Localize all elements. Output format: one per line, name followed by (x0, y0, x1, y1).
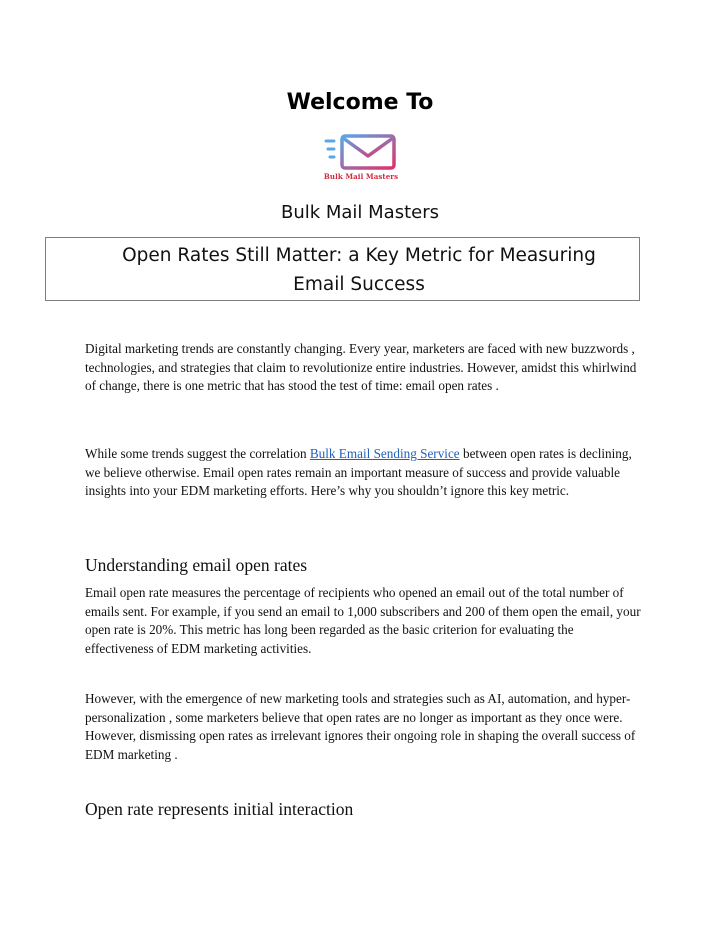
brand-logo (322, 132, 400, 184)
section-heading-initial-interaction: Open rate represents initial interaction (85, 799, 354, 819)
paragraph-text: between open rates is declining, we believe otherwise. Email open rates remain an important measure of success and provide valuable insights into your EDM marketing efforts. Here’s why you shouldn’t ignore this key metric. (85, 446, 632, 498)
envelope-icon (322, 132, 400, 174)
paragraph-text: While some trends suggest the correlation (85, 446, 310, 461)
paragraph-emergence: However, with the emergence of new marketing tools and strategies such as AI, automation, and hyper-personalization , some marketers believe that open rates are no longer as important as they once were. However, dismissing open rates as irrelevant ignores their ongoing role in shaping the overall success of EDM marketing . (85, 691, 636, 762)
paragraph-correlation (85, 445, 645, 501)
paragraph-intro: Digital marketing trends are constantly changing. Every year, marketers are faced with new buzzwords , technologies, and strategies that claim to revolutionize entire industries. However, amidst this whirlwind of change, there is one metric that has stood the test of time: email open rates . (85, 341, 637, 393)
logo-text: Bulk Mail Masters (323, 172, 399, 181)
article-title: Open Rates Still Matter: a Key Metric for Measuring Email Success (122, 245, 596, 295)
welcome-heading: Welcome To (286, 90, 434, 115)
paragraph-definition: Email open rate measures the percentage of recipients who opened an email out of the total number of emails sent. For example, if you send an email to 1,000 subscribers and 200 of them open the email, your open rate is 20%. This metric has long been regarded as the basic criterion for evaluating the effectiveness of EDM marketing activities. (85, 585, 641, 656)
brand-name: Bulk Mail Masters (280, 202, 440, 223)
bulk-email-sending-service-link[interactable]: Bulk Email Sending Service (309, 446, 460, 461)
section-heading-understanding: Understanding email open rates (85, 555, 308, 575)
article-title-box (45, 237, 640, 301)
